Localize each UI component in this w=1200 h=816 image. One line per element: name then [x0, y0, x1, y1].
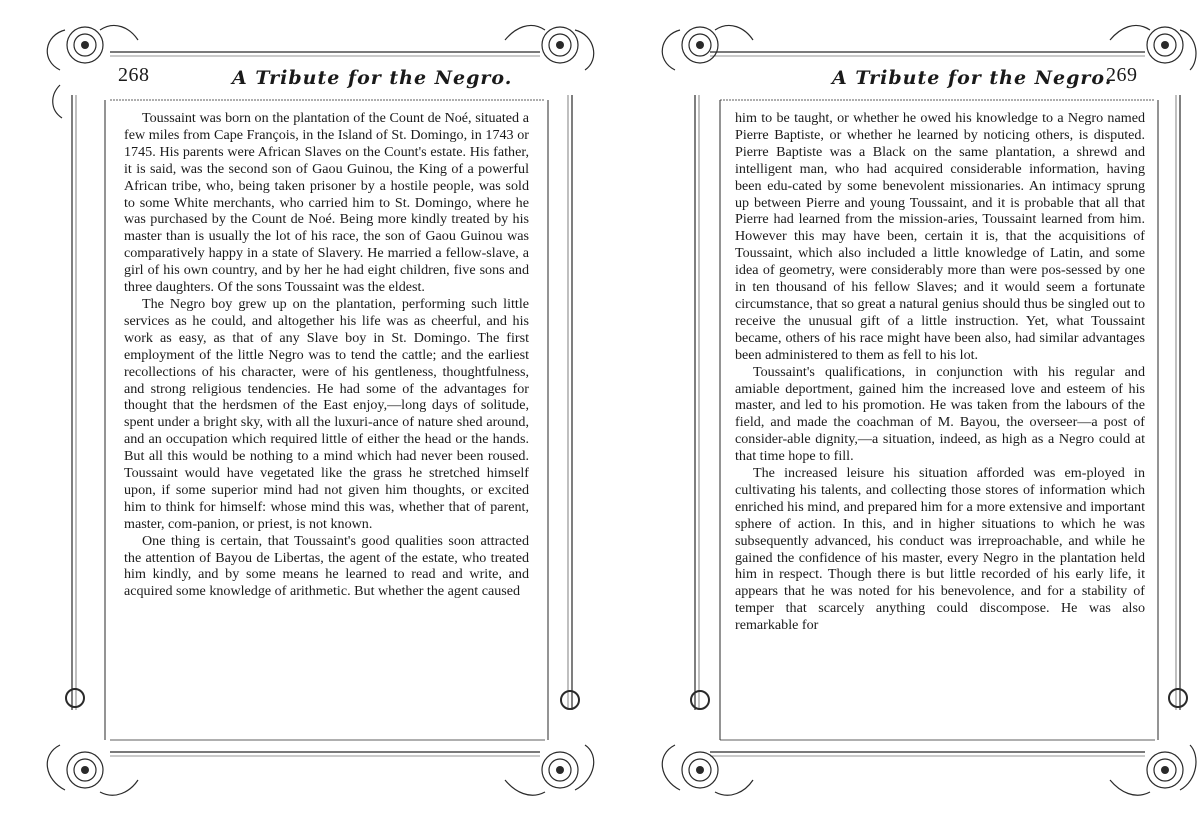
paragraph: Toussaint was born on the plantation of the Count de Noé, situated a few miles from Cape François, in the Island of St. Domingo, in 1743 or 1745. His parents were African Slaves on the Count's estate. His father, it is said, was the second son of Gaou Guinou, the King of a powerful African tribe, who, being taken prisoner by a hostile people, was sold to some White merchants, who carried him to St. Domingo, where he was purchased by the Count de Noé. Being more kindly treated by his master than is usually the lot of his race, the son of Gaou Guinou was comparatively happy in a state of Slavery. He married a fellow-slave, a girl of his own country, and by her he had eight children, five sons and three daughters. Of the sons Toussaint was the eldest.: [124, 110, 529, 296]
page-number: 269: [1106, 64, 1138, 86]
paragraph: Toussaint's qualifications, in conjunction with his regular and amiable deportment, gained him the increased love and esteem of his master, and led to his promotion. He was taken from the labours of the field, and made the coachman of M. Bayou, the overseer—a post of consider-able dignity,—a situation, indeed, as high as a Negro could at that time hope to fill.: [735, 363, 1145, 465]
running-head: A Tribute for the Negro.: [832, 67, 1113, 89]
right-page: [600, 0, 1200, 816]
page-body: [124, 110, 529, 600]
running-head: A Tribute for the Negro.: [232, 67, 513, 89]
paragraph: The increased leisure his situation afforded was em-ployed in cultivating his talents, and collecting those stores of information which enriched his mind, and prepared him for a more extensive and important sphere of action. In this, and in higher situations to which he was subsequently advanced, his conduct was irreproachable, and while he gained the confidence of his master, every Negro in the plantation held him in respect. Though there is but little recorded of his early life, it appears that he was noted for his benevolence, and for a stability of temper that scarcely anything could discompose. He was also remarkable for: [735, 465, 1145, 634]
page-number: 268: [118, 64, 150, 86]
paragraph: him to be taught, or whether he owed his knowledge to a Negro named Pierre Baptiste, or whether he learned by noticing others, is disputed. Pierre Baptiste was a Black on the same plantation, a shrewd and intelligent man, who had acquired considerable information, having been edu-cated by some benevolent missionaries. An intimacy sprung up between Pierre and young Toussaint, and it is probable that all that Pierre had learned from the mission-aries, Toussaint learned from him. However this may have been, certain it is, that the acquisitions of Toussaint, which also included a little knowledge of Latin, and some idea of geometry, were considerably more than were pos-sessed by one in ten thousand of his fellow Slaves; and it would seem a fortunate circumstance, that so great a natural genius should thus be singled out to receive the unusual gift of a little instruction. Yet, what Toussaint became, others of his race might have been also, had similar advantages been administered to them as fell to his lot.: [735, 110, 1145, 363]
paragraph: One thing is certain, that Toussaint's good qualities soon attracted the attention of Bayou de Libertas, the agent of the estate, who treated him kindly, and by some means he learned to read and write, and acquired some knowledge of arithmetic. But whether the agent caused: [124, 532, 529, 600]
paragraph: The Negro boy grew up on the plantation, performing such little services as he could, and altogether his life was as cheerful, and his work as easy, as that of any Slave boy in St. Domingo. The first employment of the little Negro was to tend the cattle; and the earliest recollections of his character, were of his gentleness, thoughtfulness, and strong religious tendencies. He had some of the advantages for thought that the herdsmen of the East enjoy,—long days of solitude, spent under a bright sky, with all the luxuri-ance of nature shed around, and an occupation which required little of either the head or the hands. But all this would be nothing to a mind which had never been roused. Toussaint would have vegetated like the grass he stretched himself upon, if some superior mind had not given him thoughts, or excited him to think for himself: whose mind this was, whether that of parent, master, com-panion, or priest, is not known.: [124, 295, 529, 532]
page-body: [735, 110, 1145, 634]
